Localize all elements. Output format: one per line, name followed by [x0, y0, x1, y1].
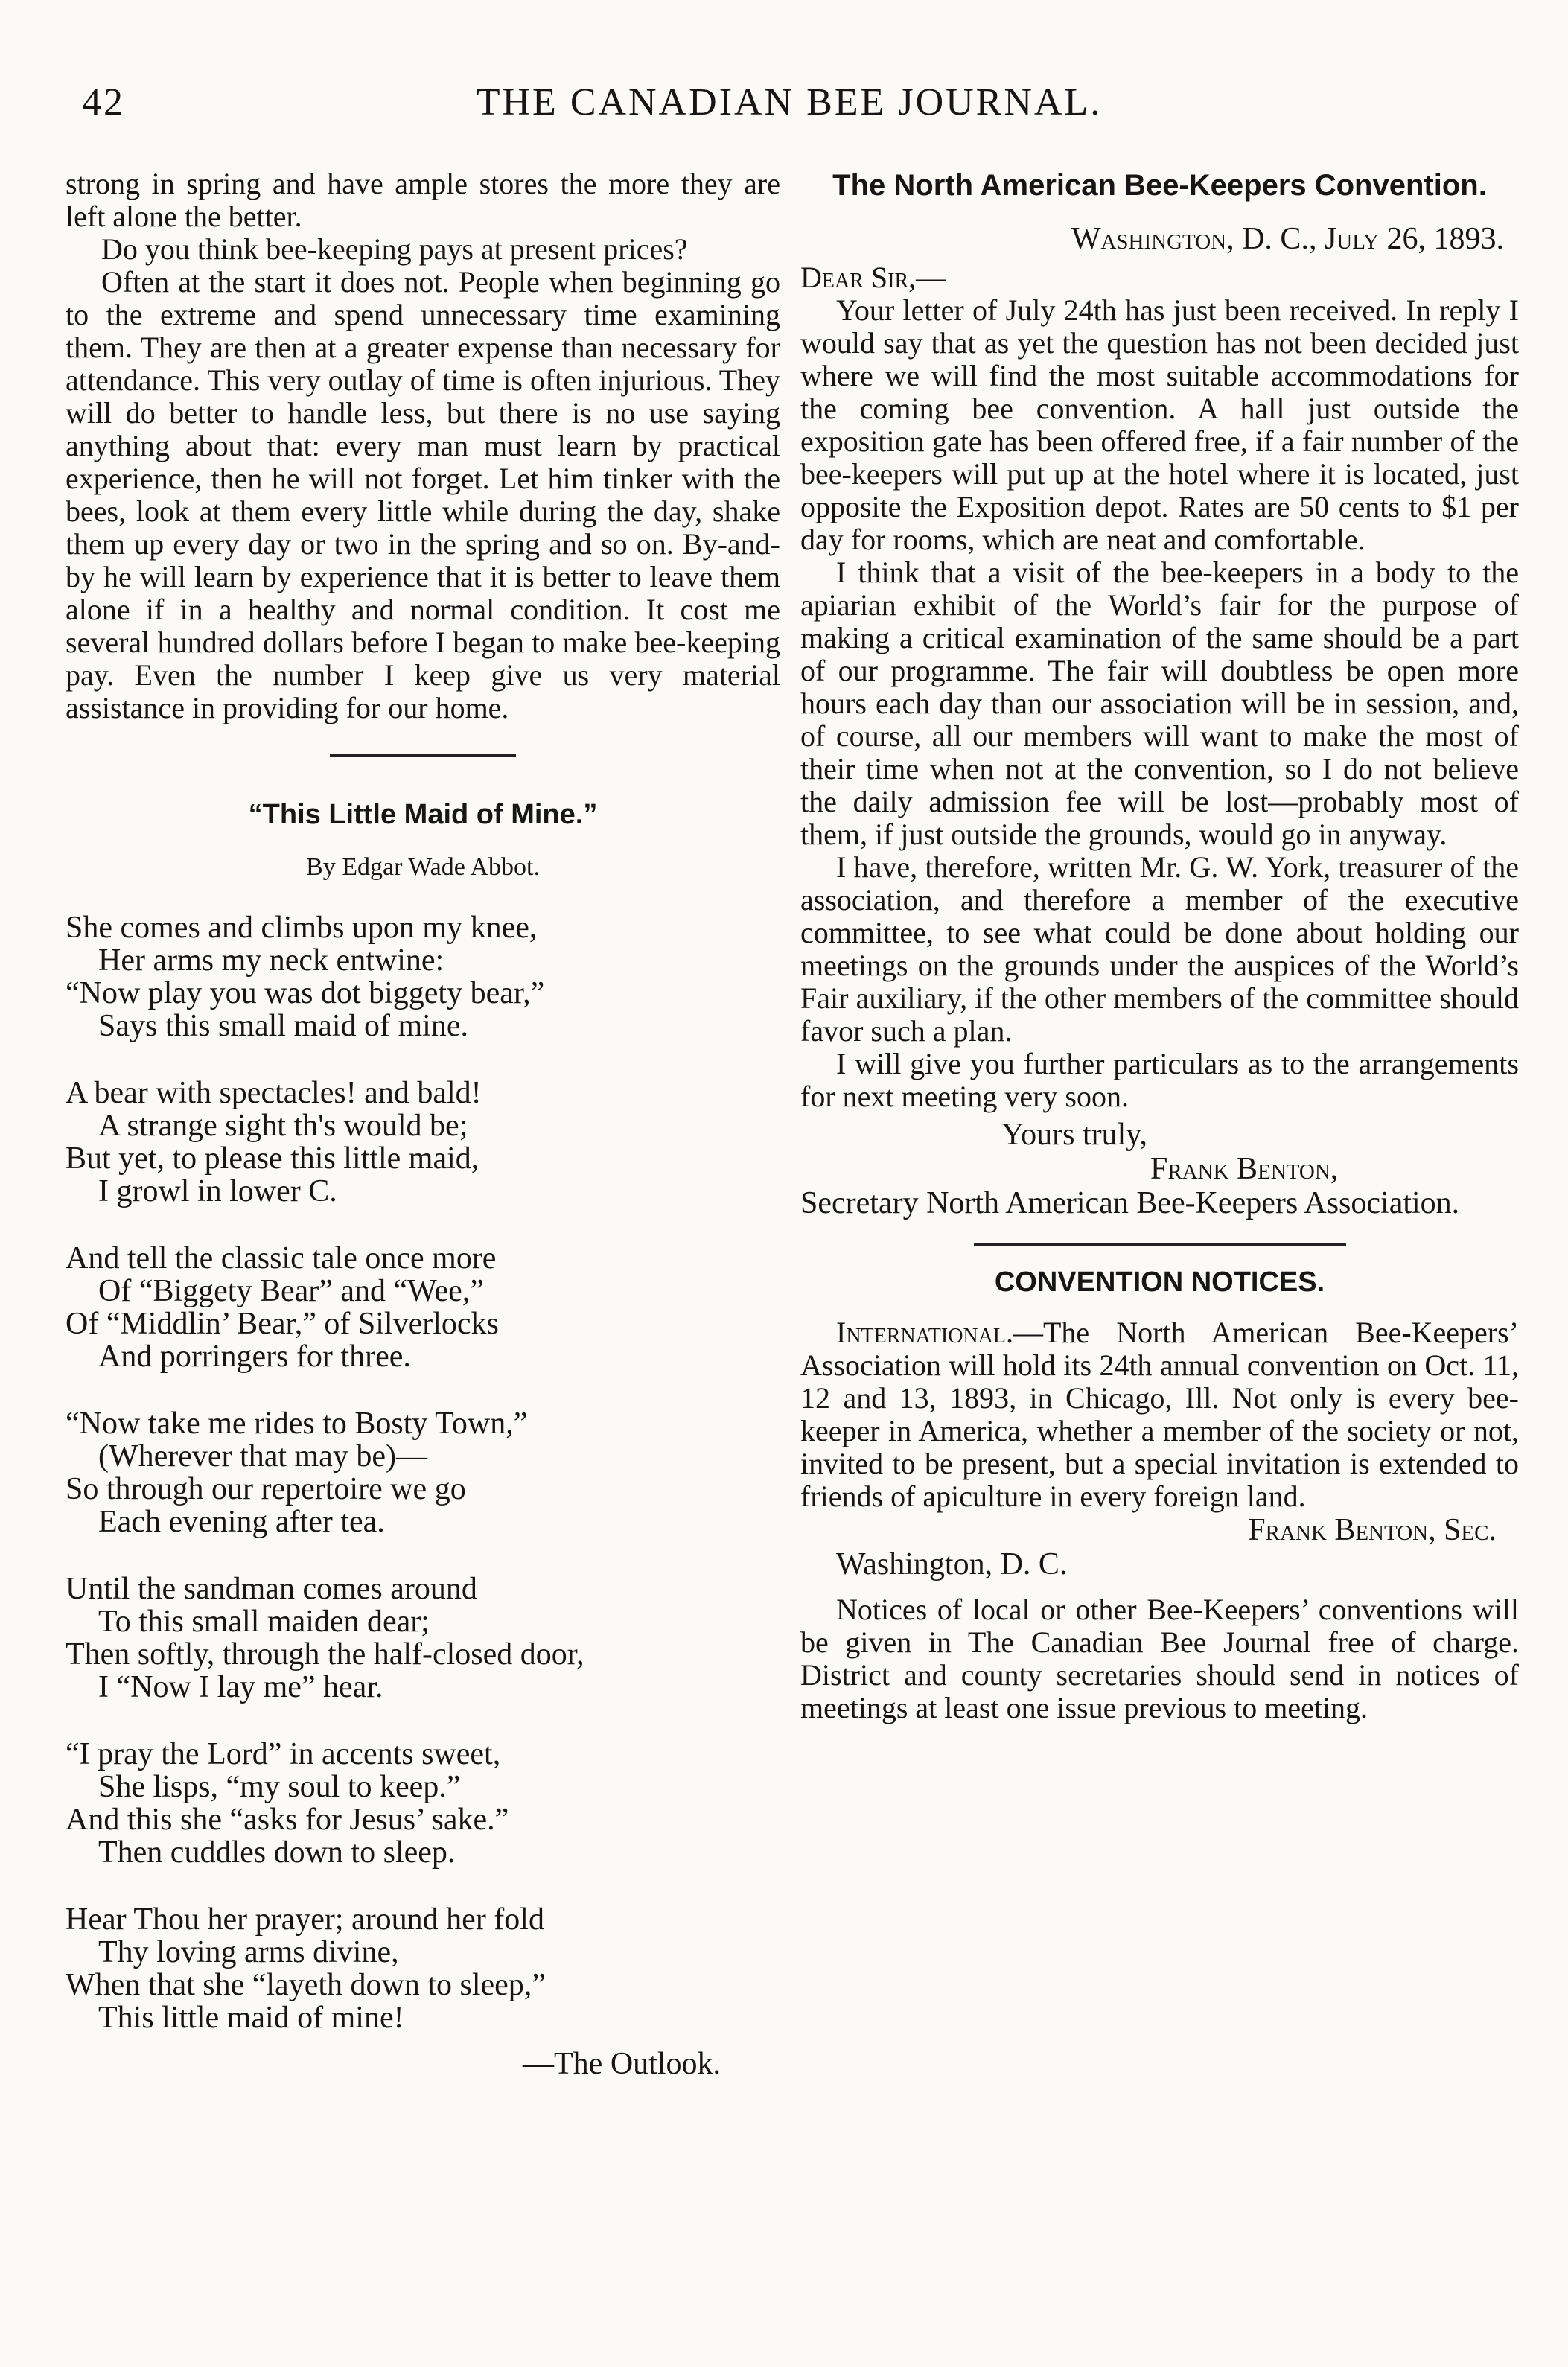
page-number: 42	[82, 81, 125, 124]
poem-line: Of “Biggety Bear” and “Wee,”	[98, 1274, 484, 1308]
poem-line: Each evening after tea.	[98, 1505, 385, 1539]
letter-closing: Yours truly,	[1001, 1118, 1148, 1152]
international-label: International.	[836, 1316, 1013, 1349]
poem-line: “Now take me rides to Bosty Town,”	[66, 1406, 528, 1441]
poem-line: She lisps, “my soul to keep.”	[98, 1770, 461, 1804]
poem-stanza	[66, 1573, 780, 1704]
left-column	[66, 168, 780, 2082]
notices-paragraph: Notices of local or other Bee-Keepers’ conventions will be given in The Canadian Bee Journal free of charge. District and county secretaries should send in notices of meetings at least one issue previous to meeting.	[800, 1593, 1519, 1724]
poem-line: Her arms my neck entwine:	[98, 943, 444, 978]
poem-stanza	[66, 1903, 780, 2034]
letter-signature-title: Secretary North American Bee-Keepers Association.	[800, 1186, 1460, 1220]
letter-paragraph: Your letter of July 24th has just been received. In reply I would say that as yet the question has not been decided just where we will find the most suitable accommodations for the coming bee convention. A hall just outside the exposition gate has been offered free, if a fair number of the bee-keepers will put up at the hotel where it is located, just opposite the Exposition depot. Rates are 50 cents to $1 per day for rooms, which are neat and comfortable.	[800, 293, 1519, 556]
poem-line: Then cuddles down to sleep.	[98, 1835, 456, 1870]
convention-title: The North American Bee-Keepers Convention.	[832, 169, 1487, 202]
poem-line: Hear Thou her prayer; around her fold	[66, 1902, 544, 1937]
poem-stanza	[66, 1407, 780, 1538]
poem-line: Thy loving arms divine,	[98, 1935, 399, 1969]
poem-line: A bear with spectacles! and bald!	[66, 1076, 482, 1110]
poem-line: Then softly, through the half-closed door,	[66, 1637, 584, 1672]
international-text: —The North American Bee-Keepers’ Association will hold its 24th annual convention on Oct. 11, 12 and 13, 1893, in Chicago, Ill. Not only is every bee-keeper in America, whether a member of the society or not, invited to be present, but a special invitation is extended to friends of apiculture in every foreign land.	[800, 1316, 1519, 1513]
poem-line: “Now play you was dot biggety bear,”	[66, 976, 545, 1010]
letter-salutation: Dear Sir,—	[800, 261, 946, 294]
notices-title: CONVENTION NOTICES.	[994, 1267, 1325, 1298]
poem-line: Says this small maid of mine.	[98, 1009, 468, 1043]
journal-title: THE CANADIAN BEE JOURNAL.	[476, 81, 1103, 124]
poem-line: So through our repertoire we go	[66, 1472, 466, 1506]
poem-stanza	[66, 1077, 780, 1208]
poem-line: “I pray the Lord” in accents sweet,	[66, 1737, 501, 1771]
poem-line: (Wherever that may be)—	[98, 1439, 427, 1474]
page-header	[82, 80, 1497, 134]
article-question: Do you think bee-keeping pays at present prices?	[101, 232, 688, 266]
poem-line: To this small maiden dear;	[98, 1605, 430, 1639]
poem-byline: By Edgar Wade Abbot.	[306, 853, 540, 881]
poem-line: And tell the classic tale once more	[66, 1241, 497, 1275]
poem-line: Of “Middlin’ Bear,” of Silverlocks	[66, 1307, 499, 1341]
letter-dateline: Washington, D. C., July 26, 1893.	[1071, 222, 1504, 256]
letter-paragraph: I think that a visit of the bee-keepers in a body to the apiarian exhibit of the World’s fair for the purpose of making a critical examination of the same should be a part of our programme. The fair will doubtless be open more hours each day than our association will be in session, and, of course, all our members will want to make the most of their time when not at the convention, so I do not believe the daily admission fee will be lost—probably most of them, if just outside the grounds, would go in anyway.	[800, 555, 1519, 851]
poem-stanza	[66, 1242, 780, 1373]
section-divider	[330, 754, 516, 757]
poem-line: Until the sandman comes around	[66, 1572, 477, 1606]
international-place: Washington, D. C.	[836, 1547, 1068, 1581]
poem-stanza	[66, 911, 780, 1042]
article-paragraph: Often at the start it does not. People when beginning go to the extreme and spend unnecessary time examining them. They are then at a greater expense than necessary for attendance. This very outlay of time is often injurious. They will do better to handle less, but there is no use saying anything about that: every man must learn by practical experience, then he will not forget. Let him tinker with the bees, look at them every little while during the day, shake them up every day or two in the spring and so on. By-and-by he will learn by experience that it is better to leave them alone if in a healthy and normal condition. It cost me several hundred dollars before I began to make bee-keeping pay. Even the number I keep give us very material assistance in providing for our home.	[66, 265, 780, 724]
letter-signature: Frank Benton,	[1150, 1152, 1339, 1186]
poem-title: “This Little Maid of Mine.”	[248, 799, 598, 830]
letter-paragraph: I will give you further particulars as to the arrangements for next meeting very soon.	[800, 1047, 1519, 1113]
poem-body	[66, 911, 780, 2034]
international-notice	[800, 1316, 1519, 1513]
poem-line: This little maid of mine!	[98, 2001, 404, 2035]
section-divider	[974, 1243, 1346, 1246]
poem-line: When that she “layeth down to sleep,”	[66, 1968, 546, 2002]
poem-line: But yet, to please this little maid,	[66, 1141, 479, 1176]
poem-line: And this she “asks for Jesus’ sake.”	[66, 1803, 509, 1837]
letter-paragraph: I have, therefore, written Mr. G. W. York, treasurer of the association, and therefore a member of the executive committee, to see what could be done about holding our meetings on the grounds under the auspices of the World’s Fair auxiliary, if the other members of the committee should favor such a plan.	[800, 850, 1519, 1048]
poem-stanza	[66, 1738, 780, 1869]
poem-credit: —The Outlook.	[523, 2047, 721, 2081]
poem-line: A strange sight th's would be;	[98, 1109, 468, 1143]
poem-line: And porringers for three.	[98, 1339, 411, 1374]
international-signature: Frank Benton, Sec.	[1248, 1513, 1497, 1547]
poem-line: I growl in lower C.	[98, 1174, 337, 1208]
right-column	[800, 168, 1519, 1724]
article-paragraph: strong in spring and have ample stores the more they are left alone the better.	[66, 167, 780, 233]
poem-line: I “Now I lay me” hear.	[98, 1670, 383, 1704]
poem-line: She comes and climbs upon my knee,	[66, 911, 538, 945]
